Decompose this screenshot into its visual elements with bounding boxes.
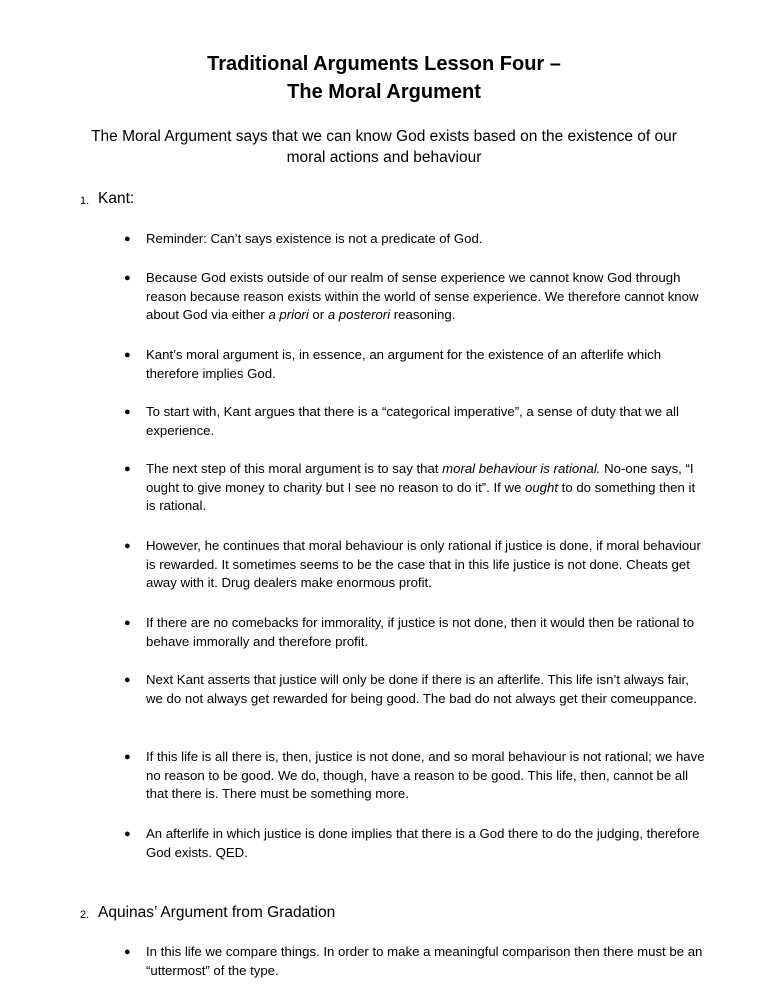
italic-text: a priori xyxy=(268,307,309,322)
bullet-icon: ● xyxy=(124,406,131,418)
bullet-icon: ● xyxy=(124,540,131,552)
list-item xyxy=(124,825,706,862)
list-item xyxy=(124,537,706,593)
bullet-icon: ● xyxy=(124,617,131,629)
section-heading-text: Aquinas’ Argument from Gradation xyxy=(98,904,336,921)
list-item xyxy=(124,614,706,651)
list-item-text: However, he continues that moral behaviour is only rational if justice is done, if moral behaviour is rewarded. It sometimes seems to be the case that in this life justice is not done. Cheats get away with it. Drug dealers make enormous profit. xyxy=(146,538,701,590)
italic-text: a posterori xyxy=(327,307,391,322)
list-item-text: The next step of this moral argument is to say that moral behaviour is rational. No-one says, “I ought to give money to charity but I see no reason to do it”. If we ought to do something then it is rational. xyxy=(146,461,696,513)
bullet-icon: ● xyxy=(124,751,131,763)
italic-text: ought xyxy=(525,479,559,495)
list-item xyxy=(124,403,706,440)
list-item-text: An afterlife in which justice is done implies that there is a God there to do the judging, therefore God exists. QED. xyxy=(146,826,700,860)
list-item-text: Reminder: Can’t says existence is not a predicate of God. xyxy=(146,231,483,246)
list-item-text: In this life we compare things. In order to make a meaningful comparison then there must be an “uttermost” of the type. xyxy=(146,944,703,978)
bullet-icon: ● xyxy=(124,233,131,245)
italic-text: moral behaviour is rational. xyxy=(442,461,601,476)
bullet-icon: ● xyxy=(124,463,131,475)
list-item xyxy=(124,748,706,804)
section-heading-aquinas xyxy=(80,903,336,923)
list-item xyxy=(124,269,706,325)
list-item-text: Kant’s moral argument is, in essence, an argument for the existence of an afterlife which therefore implies God. xyxy=(146,347,662,381)
list-item xyxy=(124,943,706,980)
bullet-icon: ● xyxy=(124,946,131,958)
bullet-icon: ● xyxy=(124,349,131,361)
list-item-text: Next Kant asserts that justice will only be done if there is an afterlife. This life isn’t always fair, we do not always get rewarded for being good. The bad do not always get their comeuppance. xyxy=(146,672,698,706)
bullet-icon: ● xyxy=(124,828,131,840)
list-item xyxy=(124,671,706,708)
section-number: 1. xyxy=(80,195,90,207)
page-title-line-1: Traditional Arguments Lesson Four – xyxy=(207,53,561,75)
list-item xyxy=(124,230,706,249)
list-item xyxy=(124,346,706,383)
list-item xyxy=(124,460,706,516)
list-item-text: If this life is all there is, then, justice is not done, and so moral behaviour is not rational; we have no reason to be good. We do, though, have a reason to be good. This life, then, cannot be all that there is. There must be something more. xyxy=(146,749,705,801)
list-item-text: Because God exists outside of our realm of sense experience we cannot know God through reason because reason exists within the world of sense experience. We therefore cannot know about God via either a priori or a posterori reasoning. xyxy=(146,270,699,322)
intro-paragraph: The Moral Argument says that we can know God exists based on the existence of our moral actions and behaviour xyxy=(91,128,677,166)
list-item-text: If there are no comebacks for immorality, if justice is not done, then it would then be rational to behave immorally and therefore profit. xyxy=(146,615,695,649)
page-title-line-2: The Moral Argument xyxy=(287,81,481,103)
section-heading-text: Kant: xyxy=(98,190,135,207)
bullet-icon: ● xyxy=(124,674,131,686)
bullet-icon: ● xyxy=(124,272,131,284)
section-heading-kant xyxy=(80,189,135,209)
section-number: 2. xyxy=(80,909,90,921)
list-item-text: To start with, Kant argues that there is a “categorical imperative”, a sense of duty that we all experience. xyxy=(146,404,679,438)
